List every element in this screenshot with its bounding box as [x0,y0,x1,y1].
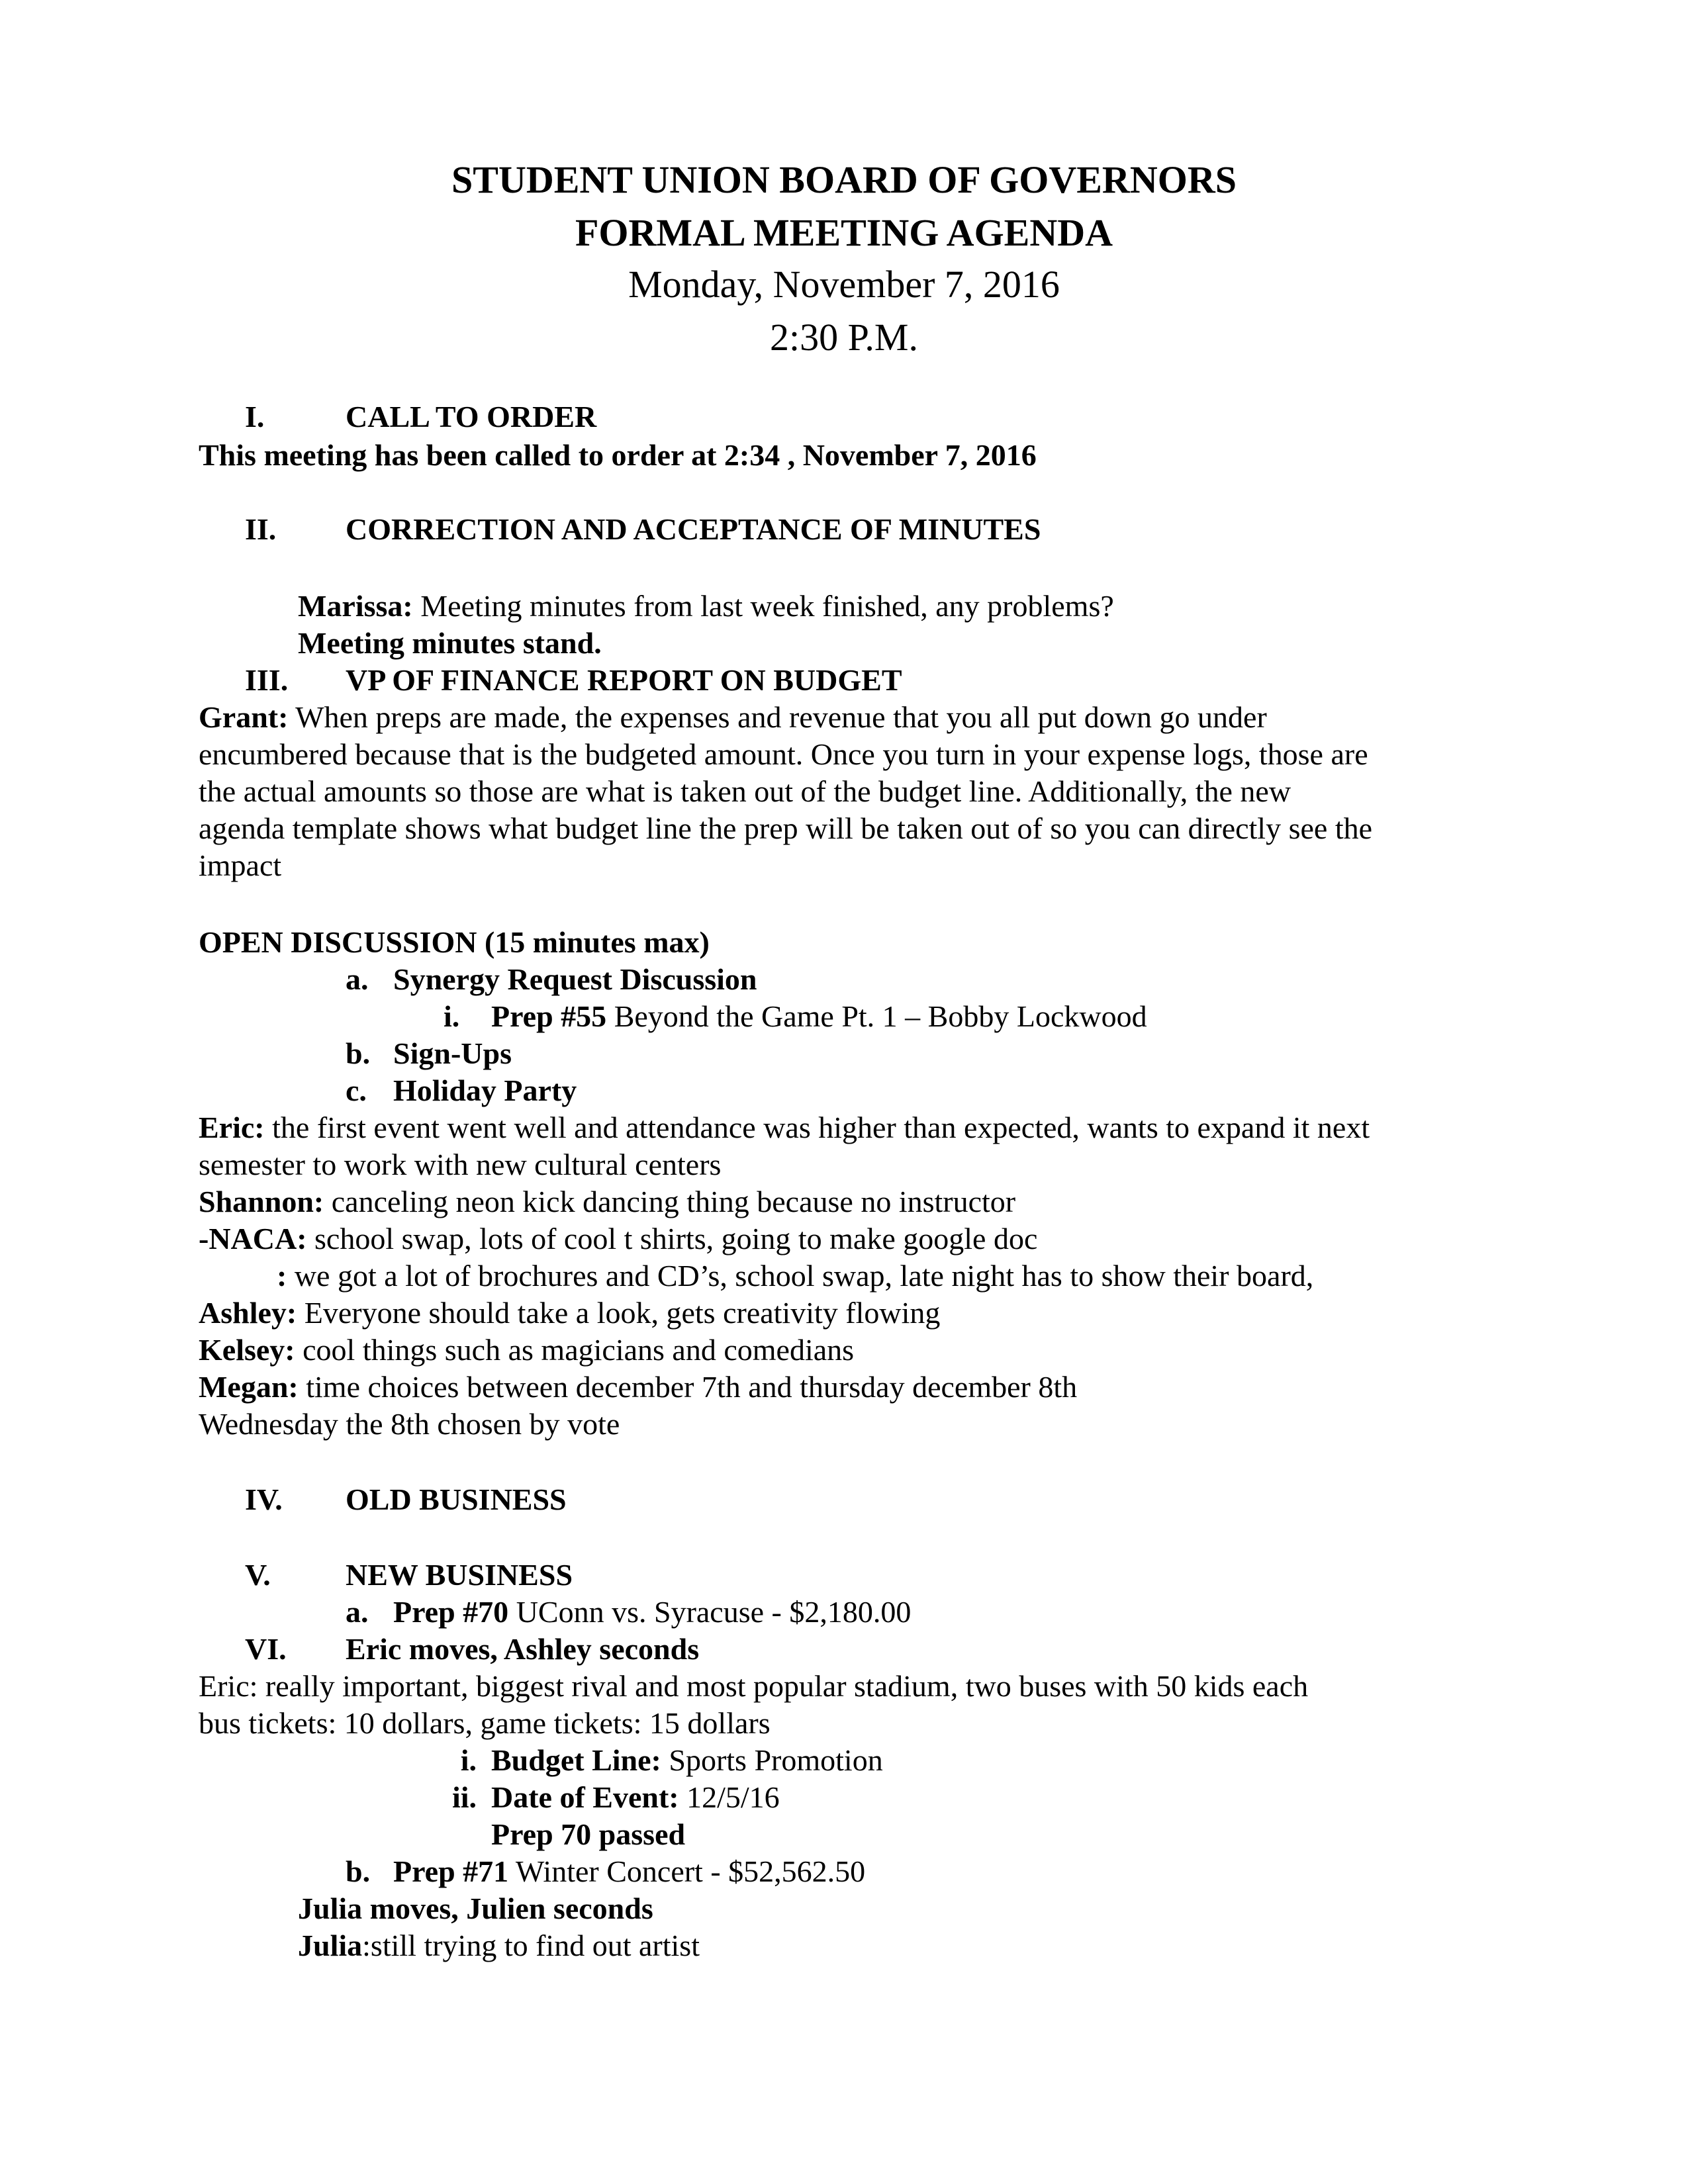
item-a-mark: a. [346,962,369,996]
doc-subtitle: FORMAL MEETING AGENDA [575,211,1113,254]
section-1-number: I. [245,400,265,433]
budget-line-item: Budget Line: Sports Promotion [491,1743,883,1777]
minutes-stand: Meeting minutes stand. [298,626,602,660]
tickets-line: bus tickets: 10 dollars, game tickets: 15 dollars [199,1706,771,1740]
grant-line-4: agenda template shows what budget line the prep will be taken out of so you can directly see the [199,811,1373,845]
meeting-time: 2:30 P.M. [769,316,918,359]
section-6-number: VI. [245,1632,287,1666]
section-5-title: NEW BUSINESS [346,1558,573,1592]
section-2-title: CORRECTION AND ACCEPTANCE OF MINUTES [346,512,1041,546]
prep-71-item: Prep #71 Winter Concert - $52,562.50 [393,1854,866,1888]
eric-line-1: Eric: the first event went well and attendance was higher than expected, wants to expand it next [199,1111,1370,1144]
grant-line-5: impact [199,848,282,882]
prep-70-passed: Prep 70 passed [491,1817,686,1851]
shannon-line: Shannon: canceling neon kick dancing thing because no instructor [199,1185,1016,1218]
section-3-number: III. [245,663,289,697]
holiday-party-item: Holiday Party [393,1073,577,1107]
ashley-line: Ashley: Everyone should take a look, gets creativity flowing [199,1296,941,1330]
kelsey-line: Kelsey: cool things such as magicians and comedians [199,1333,855,1367]
item-b-mark: b. [346,1036,371,1070]
grant-line-3: the actual amounts so those are what is taken out of the budget line. Additionally, the new [199,774,1291,808]
item-6i-mark: i. [460,1743,477,1777]
prep-55-item: Prep #55 Beyond the Game Pt. 1 – Bobby Lockwood [491,999,1147,1033]
prep-70-item: Prep #70 UConn vs. Syracuse - $2,180.00 [393,1595,912,1629]
section-4-number: IV. [245,1482,283,1516]
item-6b-mark: b. [346,1854,371,1888]
eric-prep70-line: Eric: really important, biggest rival and most popular stadium, two buses with 50 kids each [199,1669,1309,1703]
section-2-number: II. [245,512,277,546]
synergy-request-item: Synergy Request Discussion [393,962,757,996]
item-ai-mark: i. [444,999,460,1033]
section-6-title: Eric moves, Ashley seconds [346,1632,700,1666]
sign-ups-item: Sign-Ups [393,1036,512,1070]
brochures-line: : we got a lot of brochures and CD’s, school swap, late night has to show their board, [277,1259,1314,1293]
section-1-title: CALL TO ORDER [346,400,597,433]
item-5a-mark: a. [346,1595,369,1629]
meeting-date: Monday, November 7, 2016 [628,263,1060,306]
julia-line: Julia:still trying to find out artist [298,1929,700,1962]
open-discussion-title: OPEN DISCUSSION (15 minutes max) [199,925,710,959]
date-of-event-item: Date of Event: 12/5/16 [491,1780,780,1814]
call-to-order-text: This meeting has been called to order at 2:34 , November 7, 2016 [199,438,1037,472]
grant-line-1: Grant: When preps are made, the expenses and revenue that you all put down go under [199,700,1267,734]
item-6ii-mark: ii. [451,1780,477,1814]
naca-line: -NACA: school swap, lots of cool t shirts, going to make google doc [199,1222,1038,1255]
eric-line-2: semester to work with new cultural centers [199,1148,722,1181]
section-4-title: OLD BUSINESS [346,1482,567,1516]
julia-moves-line: Julia moves, Julien seconds [298,1891,653,1925]
doc-title: STUDENT UNION BOARD OF GOVERNORS [451,158,1237,201]
item-c-mark: c. [346,1073,367,1107]
section-5-number: V. [245,1558,271,1592]
marissa-line: Marissa: Meeting minutes from last week finished, any problems? [298,589,1114,623]
section-3-title: VP OF FINANCE REPORT ON BUDGET [346,663,902,697]
vote-result: Wednesday the 8th chosen by vote [199,1407,620,1441]
grant-line-2: encumbered because that is the budgeted amount. Once you turn in your expense logs, those are [199,737,1368,771]
megan-line: Megan: time choices between december 7th and thursday december 8th [199,1370,1078,1404]
